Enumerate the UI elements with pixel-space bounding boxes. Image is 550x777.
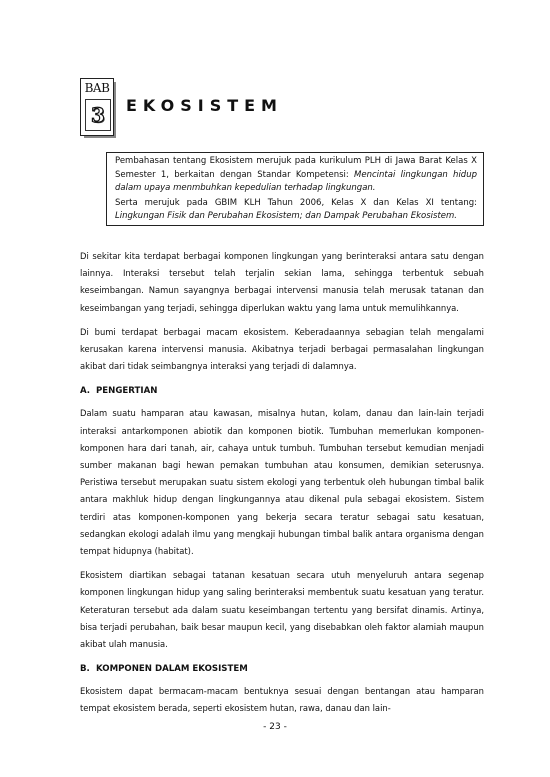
chapter-label: BAB <box>84 81 110 95</box>
intro-p1-text: Pembahasan tentang Ekosistem merujuk pada kurikulum PLH di Jawa Barat Kelas X Semester 1, berkaitan dengan Standar Kompetensi: <box>115 156 477 180</box>
chapter-number: 3 <box>85 99 111 131</box>
section-heading-b <box>80 661 484 678</box>
intro-p2-italic: Lingkungan Fisik dan Perubahan Ekosistem; dan Dampak Perubahan Ekosistem. <box>115 211 458 222</box>
body-paragraph-4: Ekosistem diartikan sebagai tatanan kesatuan secara utuh menyeluruh antara segenap komponen lingkungan hidup yang saling berinteraksi membentuk suatu kesatuan yang teratur. Keteraturan tersebut ada dalam suatu keseimbangan tertentu yang bersifat dinamis. Artinya, bisa terjadi perubahan, baik besar maupun kecil, yang disebabkan oleh faktor alamiah maupun akibat ulah manusia. <box>80 570 484 650</box>
body-paragraph-5: Ekosistem dapat bermacam-macam bentuknya sesuai dengan bentangan atau hamparan tempat ekosistem berada, seperti ekosistem hutan, rawa, danau dan lain- <box>80 686 484 714</box>
intro-p1-italic: Mencintai lingkungan hidup dalam upaya menmbuhkan kepedulian terhadap lingkungan. <box>115 169 477 194</box>
section-b-number: B. <box>80 664 90 675</box>
body-paragraph-2: Di bumi terdapat berbagai macam ekosistem. Keberadaannya sebagian telah mengalami kerusakan karena intervensi manusia. Akibatnya terjadi berbagai permasalahan lingkungan akibat dari tidak seimbangnya interaksi yang terjadi di dalamnya. <box>80 326 484 372</box>
chapter-badge <box>80 78 114 136</box>
intro-p2-text: Serta merujuk pada GBIM KLH Tahun 2006, Kelas X dan Kelas XI tentang: <box>115 197 477 208</box>
page-number: - 23 - <box>263 722 287 732</box>
intro-paragraph-1 <box>115 155 477 196</box>
section-a-title: PENGERTIAN <box>96 386 158 397</box>
section-a-number: A. <box>80 386 91 397</box>
chapter-title: EKOSISTEM <box>126 96 283 115</box>
body-paragraph-3: Dalam suatu hamparan atau kawasan, misalnya hutan, kolam, danau dan lain-lain terjadi interaksi antarkomponen abiotik dan komponen biotik. Tumbuhan memerlukan komponen-komponen hara dari tanah, air, cahaya untuk tumbuh. Tumbuhan tersebut kemudian menjadi sumber makanan bagi hewan pemakan tumbuhan atau konsumen, demikian seterusnya. Peristiwa tersebut merupakan suatu sistem ekologi yang terbentuk oleh hubungan timbal balik antara makhluk hidup dengan lingkungannya atau dikenal pula sebagai ekosistem. Sistem terdiri atas komponen-komponen yang bekerja secara teratur sebagai satu kesatuan, sedangkan ekologi adalah ilmu yang mengkaji hubungan timbal balik antara organisma dengan tempat hidupnya (habitat). <box>80 408 484 557</box>
section-b-title: KOMPONEN DALAM EKOSISTEM <box>96 664 248 675</box>
intro-paragraph-2 <box>115 197 477 224</box>
section-heading-a <box>80 383 484 400</box>
body-content <box>80 248 484 725</box>
intro-box <box>106 152 484 226</box>
body-paragraph-1: Di sekitar kita terdapat berbagai komponen lingkungan yang berinteraksi antara satu dengan lainnya. Interaksi tersebut telah terjalin sekian lama, sehingga terbentuk sebuah keseimbangan. Namun sayangnya berbagai intervensi manusia telah merusak tatanan dan keseimbangan yang terjadi, sehingga diperlukan waktu yang lama untuk memulihkannya. <box>80 251 484 313</box>
